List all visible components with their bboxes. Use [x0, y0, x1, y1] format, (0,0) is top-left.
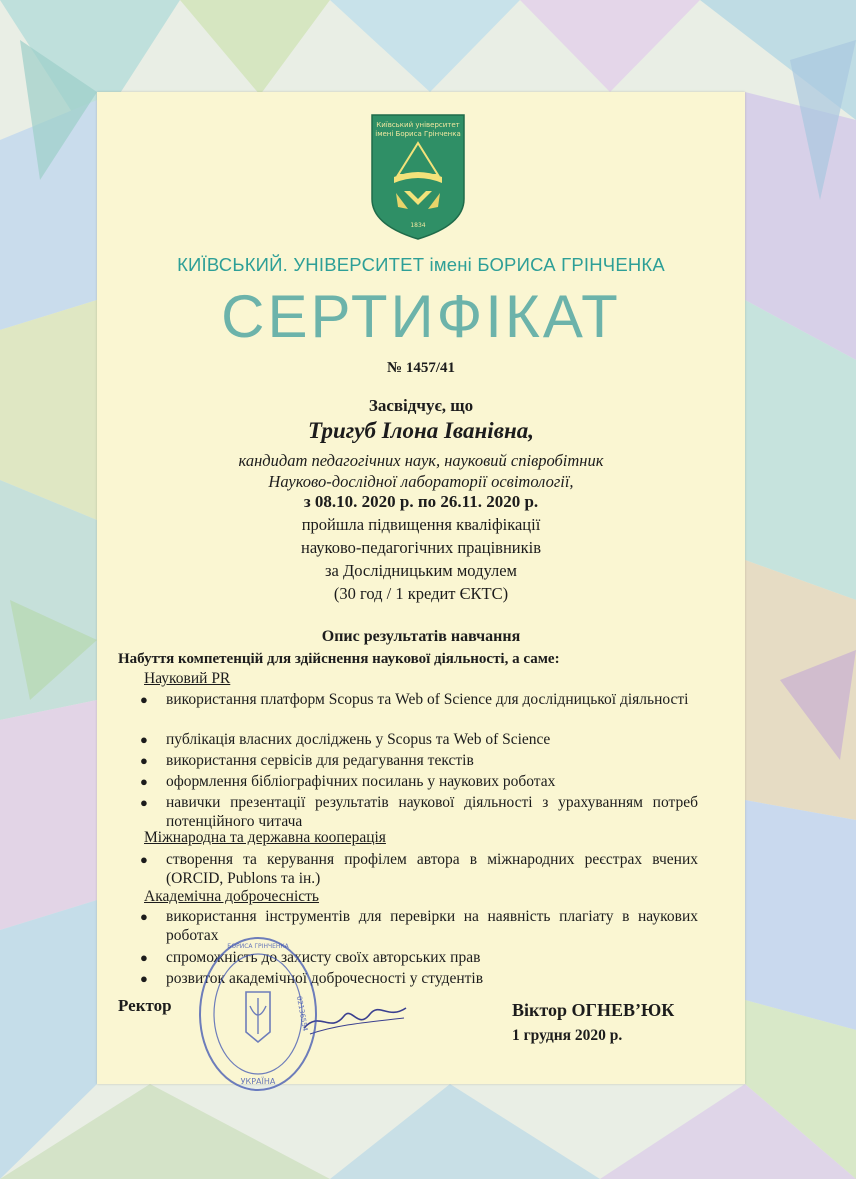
list-item: навички презентації результатів наукової діяльності з урахуванням потреб потенційного читача — [166, 794, 698, 830]
body-line-3: за Дослідницьким модулем — [325, 561, 517, 580]
list-item: використання інструментів для перевірки на наявність плагіату в наукових роботах — [166, 908, 698, 944]
position-line-1: кандидат педагогічних наук, науковий співробітник — [238, 451, 604, 470]
certificate-number: № 1457/41 — [387, 360, 455, 376]
section-title: Науковий PR — [144, 670, 231, 687]
stamp-code: 02136554 — [294, 995, 310, 1032]
list-item: створення та керування профілем автора в міжнародних реєстрах вчених (ORCID, Publons та ін.) — [166, 851, 698, 887]
body-line-2: науково-педагогічних працівників — [300, 538, 542, 557]
description-intro: Набуття компетенцій для здійснення наукової діяльності, а саме: — [118, 651, 560, 667]
course-dates: з 08.10. 2020 р. по 26.11. 2020 р. — [303, 492, 539, 511]
position-line-2: Науково-дослідної лабораторії освітології, — [268, 472, 574, 491]
emblem-year: 1834 — [410, 222, 426, 229]
description-title: Опис результатів навчання — [321, 628, 521, 645]
bullet-icon: ● — [140, 753, 148, 768]
rector-name: Віктор ОГНЕВ’ЮК — [512, 1000, 675, 1020]
emblem-text-line2: імені Бориса Грінченка — [375, 130, 461, 138]
list-item: використання сервісів для редагування текстів — [166, 752, 474, 769]
stamp-country: УКРАЇНА — [240, 1077, 276, 1086]
list-item: використання платформ Scopus та Web of Science для дослідницької діяльності — [166, 691, 689, 708]
certifies-text: Засвідчує, що — [368, 396, 474, 415]
bullet-icon: ● — [140, 692, 148, 707]
section-title: Міжнародна та державна кооперація — [144, 829, 386, 846]
certificate-title: СЕРТИФІКАТ — [221, 283, 621, 350]
bullet-icon: ● — [140, 852, 148, 867]
list-item: спроможність до захисту своїх авторських прав — [166, 949, 481, 966]
bullet-icon: ● — [140, 732, 148, 747]
bullet-icon: ● — [140, 774, 148, 789]
rector-label: Ректор — [118, 996, 172, 1015]
university-name: КИЇВСЬКИЙ. УНІВЕРСИТЕТ імені БОРИСА ГРІНЧЕНКА — [177, 254, 665, 275]
university-emblem-icon — [368, 113, 468, 241]
section-title: Академічна доброчесність — [144, 888, 319, 905]
person-name: Тригуб Ілона Іванівна, — [308, 418, 534, 443]
body-line-1: пройшла підвищення кваліфікації — [301, 515, 541, 534]
list-item: публікація власних досліджень у Scopus та Web of Science — [166, 731, 551, 748]
official-stamp-icon — [196, 934, 320, 1094]
list-item: оформлення бібліографічних посилань у наукових роботах — [166, 773, 556, 790]
body-line-4: (30 год / 1 кредит ЄКТС) — [333, 584, 509, 603]
signature-date: 1 грудня 2020 р. — [512, 1027, 623, 1044]
bullet-icon: ● — [140, 971, 148, 986]
bullet-icon: ● — [140, 795, 148, 810]
stamp-text: БОРИСА ГРІНЧЕНКА — [227, 943, 289, 950]
bullet-icon: ● — [140, 950, 148, 965]
emblem-text-line1: Київський університет — [376, 121, 460, 129]
bullet-icon: ● — [140, 909, 148, 924]
list-item: розвиток академічної доброчесності у студентів — [166, 970, 484, 987]
